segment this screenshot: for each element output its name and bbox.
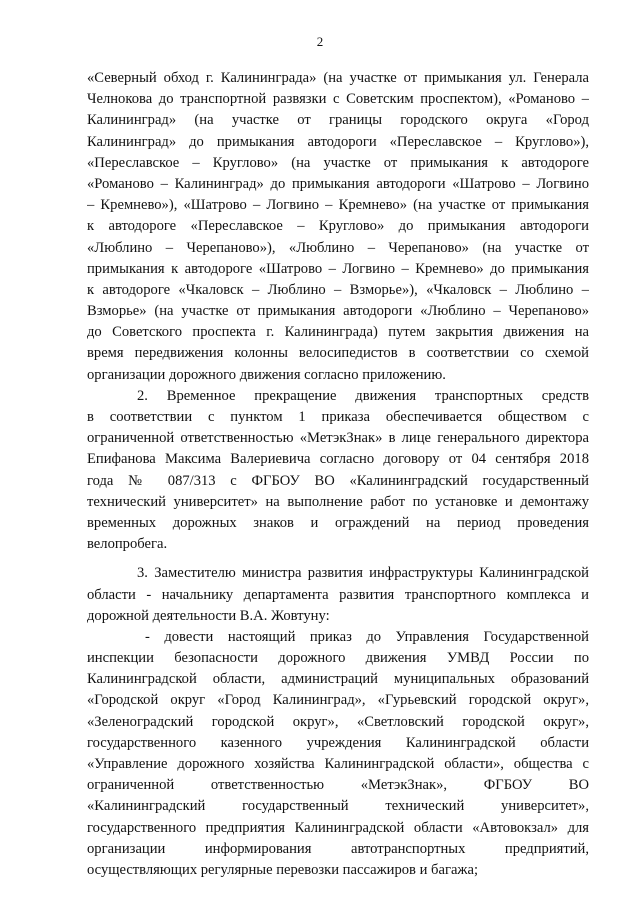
text-line: «Переславское – Круглово» (на участке от примыкания к автодороге	[87, 154, 589, 171]
text-line: дорожной деятельности В.А. Жовтуну:	[87, 607, 330, 624]
text-line: организации дорожного движения согласно приложению.	[87, 366, 446, 383]
text-line: области - начальнику департамента развития транспортного комплекса и	[87, 586, 589, 603]
text-line: время передвижения колонны велосипедистов в соответствии со схемой	[87, 345, 589, 362]
paragraph-2-first-line: 2. Временное прекращение движения транспортных средств	[137, 387, 589, 404]
text-line: осуществляющих регулярные перевозки пассажиров и багажа;	[87, 861, 479, 878]
text-line: «Северный обход г. Калининграда» (на участке от примыкания ул. Генерала	[87, 70, 589, 86]
text-line: организации информирования автотранспортных предприятий,	[87, 840, 589, 857]
list-item-first-line: - довести настоящий приказ до Управления Государственной	[145, 628, 589, 645]
text-line: велопробега.	[87, 536, 168, 553]
text-line: «Зеленоградский городской округ», «Светловский городской округ»,	[87, 713, 589, 730]
text-line: «Управление дорожного хозяйства Калининградской области», общества с	[87, 756, 589, 772]
text-line: технический университет» на выполнение работ по установке и демонтажу	[87, 493, 589, 510]
text-line: к автодороге «Переславское – Круглово» до примыкания автодороги	[87, 218, 589, 235]
text-line: Челнокова до транспортной развязки с Советским проспектом), «Романово –	[87, 91, 589, 108]
text-line: «Романово – Калининград» до примыкания автодороги «Шатрово – Логвино	[87, 175, 589, 192]
text-line: «Калининградский государственный технический университет»,	[87, 798, 589, 815]
document-body	[87, 68, 589, 881]
text-line: Калининградской области, администраций муниципальных образований	[87, 671, 589, 688]
text-line: Калининград» (на участке от границы городского округа «Город	[87, 112, 589, 129]
text-line: «Городской округ «Город Калининград», «Гурьевский городской округ»,	[87, 692, 589, 709]
text-line: к автодороге «Чкаловск – Люблино – Взморье»), «Чкаловск – Люблино –	[87, 281, 589, 298]
text-line: государственного предприятия Калининградской области «Автовокзал» для	[87, 819, 589, 836]
text-line: Взморье» (на участке от примыкания автодороги «Люблино – Черепаново»	[87, 303, 589, 320]
text-line: государственного казенного учреждения Калининградской области	[87, 734, 589, 751]
text-line: инспекции безопасности дорожного движения УМВД России по	[87, 650, 589, 667]
text-line: временных дорожных знаков и ограждений на период проведения	[87, 514, 589, 531]
text-line: Епифанова Максима Валериевича согласно договору от 04 сентября 2018	[87, 451, 589, 468]
text-line: Калининград» до примыкания автодороги «Переславское – Круглово»),	[87, 133, 589, 150]
text-line: примыкания к автодороге «Шатрово – Логвино – Кремнево» до примыкания	[87, 260, 589, 277]
text-line: – Кремнево»), «Шатрово – Логвино – Кремнево» (на участке от примыкания	[87, 197, 589, 214]
text-line: ограниченной ответственностью «МетэкЗнак», ФГБОУ ВО	[87, 777, 589, 794]
text-line: в соответствии с пунктом 1 приказа обеспечивается обществом с	[87, 409, 589, 425]
paragraph-3-first-line: 3. Заместителю министра развития инфраструктуры Калининградской	[137, 565, 589, 582]
text-line: до Советского проспекта г. Калининграда) путем закрытия движения на	[87, 324, 589, 341]
text-line: «Люблино – Черепаново»), «Люблино – Черепаново» (на участке от	[87, 239, 589, 256]
text-line: года № 087/313 с ФГБОУ ВО «Калининградский государственный	[87, 472, 589, 489]
page-number: 2	[316, 34, 324, 49]
text-line: ограниченной ответственностью «МетэкЗнак» в лице генерального директора	[87, 430, 589, 447]
